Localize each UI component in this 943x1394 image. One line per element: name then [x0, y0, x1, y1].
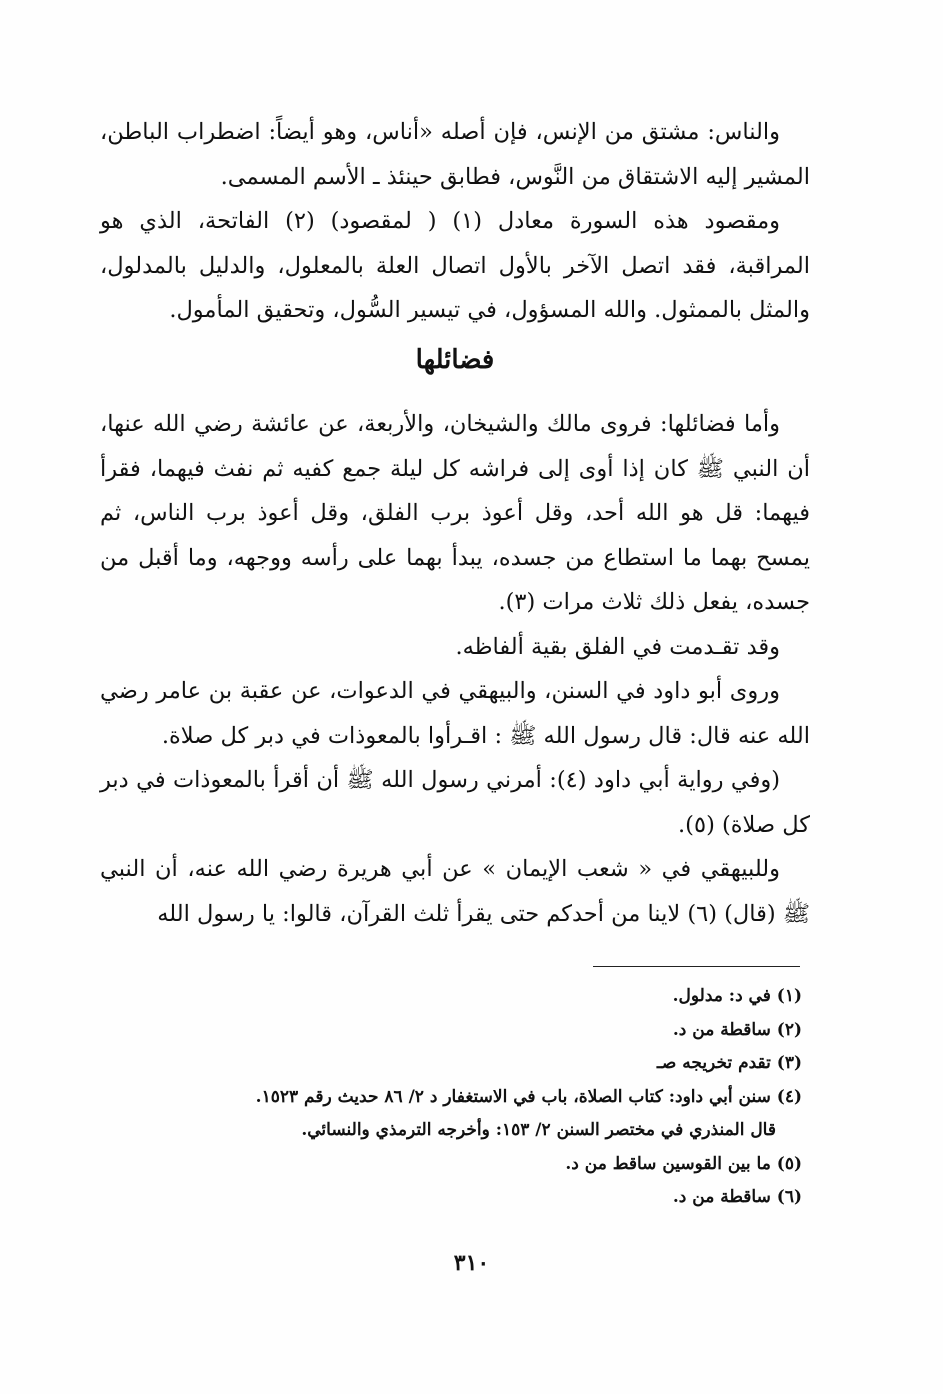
- footnote-2: (٢) ساقطة من د.: [672, 1019, 802, 1040]
- intro-section: [100, 110, 810, 333]
- paragraph-aisha-hadith: وأما فضائلها: فروى مالك والشيخان، والأربعة، عن عائشة رضي الله عنها، أن النبي ﷺ كان إذا أوى إلى فراشه كل ليلة جمع كفيه ثم نفث فيهما، فقرأ فيهما: قل هو الله أحد، وقل أعوذ برب الفلق، وقل أعوذ برب الناس، ثم يمسح بهما ما استطاع من جسده، يبدأ بهما على رأسه ووجهه، وما أقبل من جسده، يفعل ذلك ثلاث مرات (٣).: [100, 411, 810, 615]
- footnote-1: (١) في د: مدلول.: [672, 986, 802, 1006]
- paragraph-uqba-hadith: وروى أبو داود في السنن، والبيهقي في الدعوات، عن عقبة بن عامر رضي الله عنه قال: قال رسول الله ﷺ : اقـرأوا بالمعوذات في دبر كل صلاة.: [100, 678, 810, 749]
- paragraph-bayhaqi-narration: وللبيهقي في « شعب الإيمان » عن أبي هريرة رضي الله عنه، أن النبي ﷺ (قال) (٦) لاينا من أحدكم حتى يقرأ ثلث القرآن، قالوا: يا رسول الله: [100, 856, 810, 927]
- paragraph-an-nas-etymology: والناس: مشتق من الإنس، فإن أصله «أناس، وهو أيضاً: اضطراب الباطن، المشير إليه الاشتقاق من النَّوس، فطابق حينئذ ـ الأسم المسمى.: [100, 119, 810, 190]
- footnote-divider: [593, 966, 800, 967]
- paragraph-falaq-note: وقد تقـدمت في الفلق بقية ألفاظه.: [455, 633, 780, 660]
- section-heading: فضائلها: [415, 345, 495, 375]
- footnote-5: (٥) ما بين القوسين ساقط من د.: [565, 1153, 802, 1174]
- paragraph-surah-purpose: ومقصود هذه السورة معادل (١) ( لمقصود) (٢) الفاتحة، الذي هو المراقبة، فقد اتصل الآخر بالأول اتصال العلة بالمعلول، والدليل بالمدلول، والمثل بالممثول. والله المسؤول، في تيسير السُّول، وتحقيق المأمول.: [100, 208, 810, 323]
- footnote-3: (٣) تقدم تخريجه صـ: [656, 1053, 802, 1073]
- footnote-4-continuation: قال المنذري في مختصر السنن ٢/ ١٥٣: وأخرجه الترمذي والنسائي.: [301, 1120, 776, 1140]
- footnote-4: (٤) سنن أبي داود: كتاب الصلاة، باب في الاستغفار د ٢/ ٨٦ حديث رقم ١٥٢٣.: [255, 1086, 802, 1107]
- virtues-section: [100, 402, 810, 936]
- page-number: ٣١٠: [453, 1250, 490, 1276]
- paragraph-abu-dawud-narration: (وفي رواية أبي داود (٤): أمرني رسول الله ﷺ أن أقرأ بالمعوذات في دبر كل صلاة) (٥).: [100, 767, 810, 838]
- footnote-6: (٦) ساقطة من د.: [672, 1187, 802, 1207]
- footnotes-section: [100, 980, 810, 1215]
